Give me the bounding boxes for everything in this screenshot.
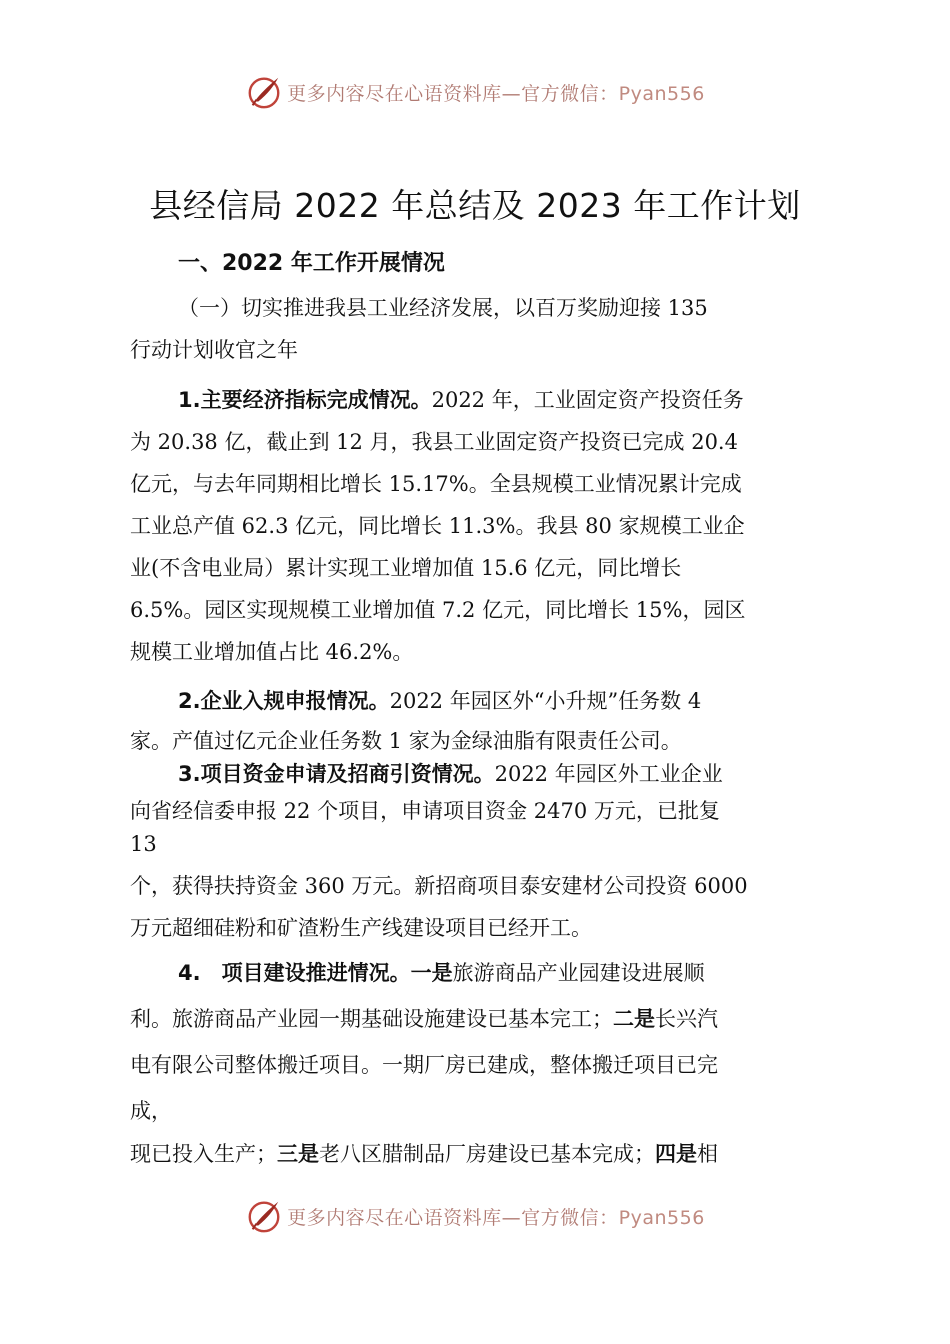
paragraph-line: 现已投入生产；三是老八区腊制品厂房建设已基本完成；四是相 — [130, 1142, 718, 1166]
paragraph-label: 1.主要经济指标完成情况。 — [178, 388, 432, 412]
paragraph-line: 2.企业入规申报情况。2022 年园区外“小升规”任务数 4 — [178, 689, 702, 713]
paragraph-label: 4. 项目建设推进情况。 — [178, 961, 411, 985]
keyword-first: 一是 — [410, 961, 453, 985]
paragraph-line: 工业总产值 62.3 亿元，同比增长 11.3%。我县 80 家规模工业企 — [130, 514, 745, 538]
document-title: 县经信局 2022 年总结及 2023 年工作计划 — [149, 186, 801, 225]
keyword-third: 三是 — [277, 1142, 319, 1166]
paragraph-line: 4. 项目建设推进情况。一是旅游商品产业园建设进展顺 — [178, 961, 705, 985]
paragraph-line: 利。旅游商品产业园一期基础设施建设已基本完工；二是长兴汽 — [130, 1007, 718, 1031]
keyword-second: 二是 — [613, 1007, 655, 1031]
paragraph-line: 万元超细硅粉和矿渣粉生产线建设项目已经开工。 — [130, 916, 592, 940]
paragraph-line: 6.5%。园区实现规模工业增加值 7.2 亿元，同比增长 15%，园区 — [130, 598, 746, 622]
paragraph-line: 亿元，与去年同期相比增长 15.17%。全县规模工业情况累计完成 — [130, 472, 742, 496]
paragraph-line: 3.项目资金申请及招商引资情况。2022 年园区外工业企业 — [178, 762, 723, 786]
paragraph-line: 电有限公司整体搬迁项目。一期厂房已建成，整体搬迁项目已完 — [130, 1053, 718, 1077]
paragraph-line: 向省经信委申报 22 个项目，申请项目资金 2470 万元，已批复 — [130, 799, 720, 823]
paragraph-line: 个，获得扶持资金 360 万元。新招商项目泰安建材公司投资 6000 — [130, 874, 748, 898]
paragraph-label: 3.项目资金申请及招商引资情况。 — [178, 762, 495, 786]
paragraph-line: 为 20.38 亿，截止到 12 月，我县工业固定资产投资已完成 20.4 — [130, 430, 738, 454]
section-heading: 一、2022 年工作开展情况 — [178, 251, 445, 276]
keyword-fourth: 四是 — [655, 1142, 697, 1166]
paragraph-line: 1.主要经济指标完成情况。2022 年，工业固定资产投资任务 — [178, 388, 744, 412]
footer-watermark — [0, 1196, 950, 1236]
paragraph-line: 规模工业增加值占比 46.2%。 — [130, 640, 414, 664]
header-watermark — [0, 72, 950, 112]
quill-logo-icon — [245, 1197, 283, 1235]
subsection-line: （一）切实推进我县工业经济发展，以百万奖励迎接 135 — [178, 296, 708, 320]
paragraph-line: 家。产值过亿元企业任务数 1 家为金绿油脂有限责任公司。 — [130, 729, 682, 753]
paragraph-line: 业(不含电业局）累计实现工业增加值 15.6 亿元，同比增长 — [130, 556, 682, 580]
subsection-line: 行动计划收官之年 — [130, 338, 298, 362]
paragraph-line: 13 — [130, 832, 157, 856]
watermark-text: 更多内容尽在心语资料库—官方微信：Pyan556 — [287, 82, 705, 105]
quill-logo-icon — [245, 73, 283, 111]
paragraph-line: 成， — [130, 1099, 172, 1123]
watermark-text: 更多内容尽在心语资料库—官方微信：Pyan556 — [287, 1206, 705, 1229]
paragraph-label: 2.企业入规申报情况。 — [178, 689, 390, 713]
